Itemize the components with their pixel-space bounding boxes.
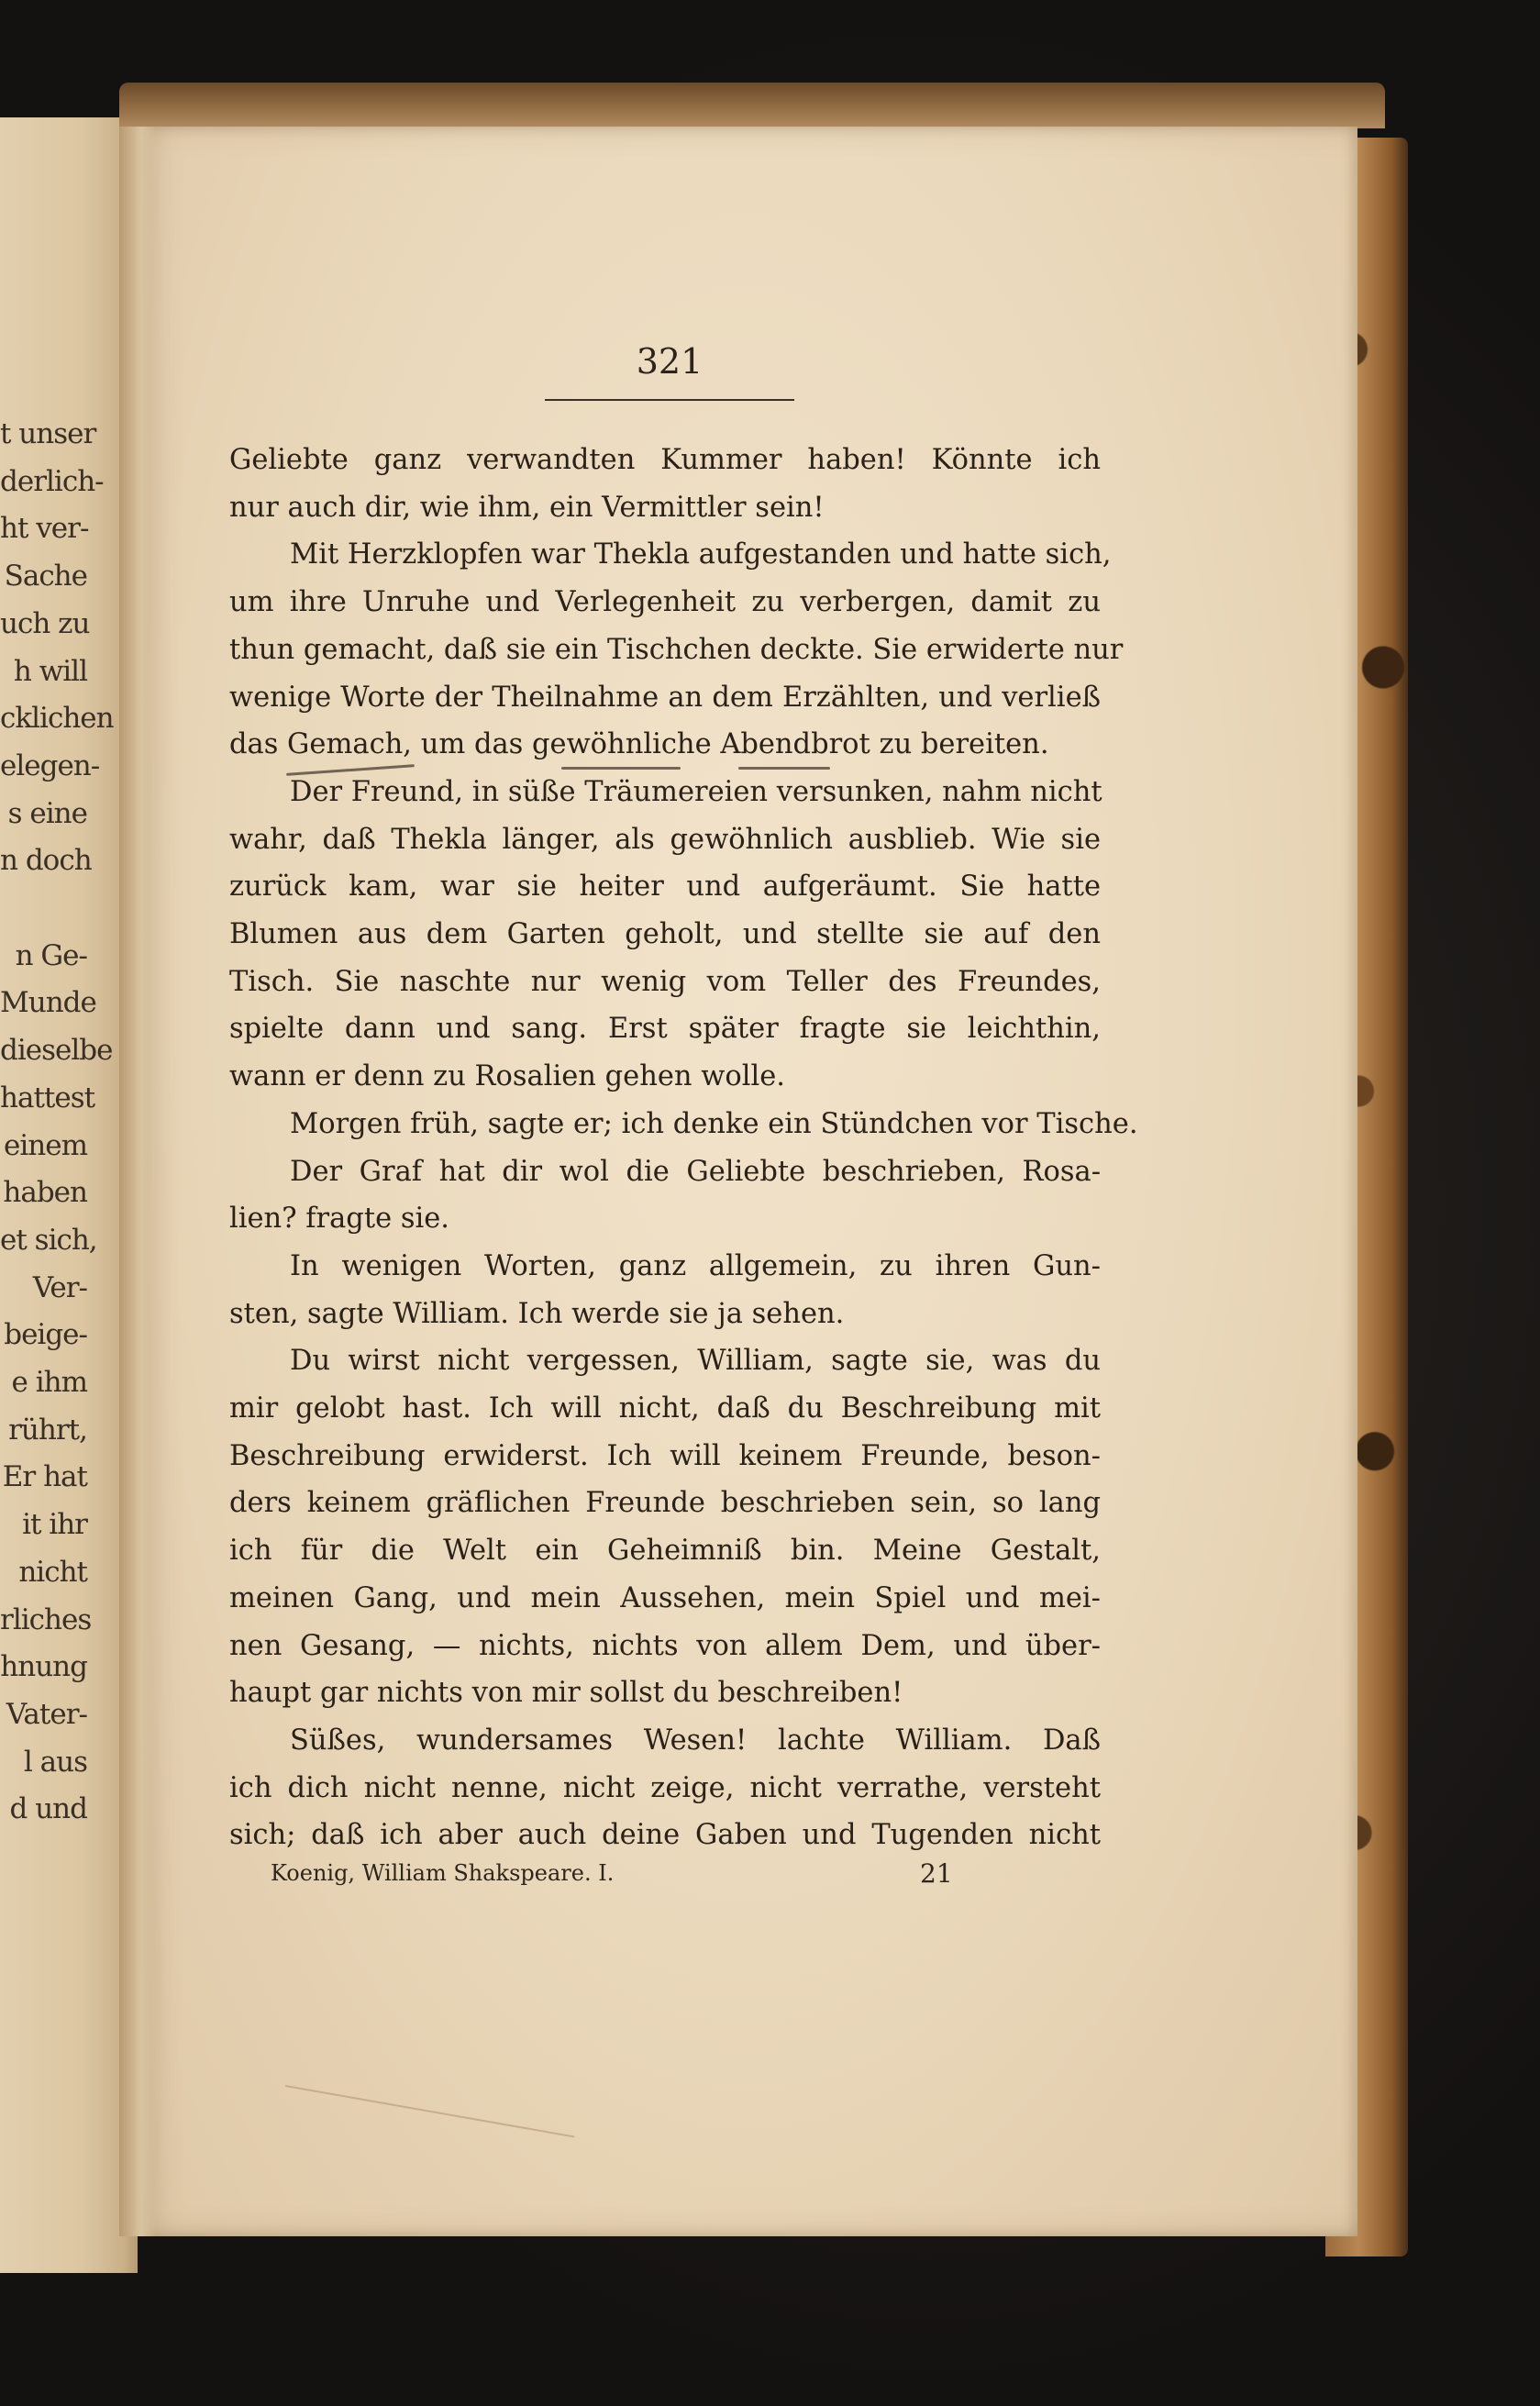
pencil-underline — [561, 767, 681, 770]
left-page-fragment: Er hat — [2, 1460, 87, 1494]
left-page-fragment: elegen- — [0, 748, 100, 782]
text-line: sich; daß ich aber auch deine Gaben und Tugenden nicht — [229, 1819, 1101, 1852]
text-line: Süßes, wundersames Wesen! lachte William. Daß — [290, 1724, 1101, 1757]
text-line: Mit Herzklopfen war Thekla aufgestanden und hatte sich, — [290, 538, 1112, 571]
footer-signature: 21 — [920, 1858, 953, 1889]
left-page-fragment: haben — [3, 1176, 87, 1210]
left-page-fragment: t unser — [0, 417, 96, 450]
text-line: Der Graf hat dir wol die Geliebte beschrieben, Rosa- — [290, 1155, 1101, 1188]
page-number: 321 — [636, 341, 704, 382]
text-line: mir gelobt hast. Ich will nicht, daß du Beschreibung mit — [229, 1392, 1101, 1425]
text-line: nen Gesang, — nichts, nichts von allem Dem, und über- — [229, 1629, 1101, 1662]
left-page-fragment: d und — [9, 1792, 87, 1826]
left-page-fragment: et sich, — [0, 1223, 97, 1257]
text-line: sten, sagte William. Ich werde sie ja sehen. — [229, 1297, 845, 1330]
left-page-fragment: rührt, — [8, 1413, 87, 1447]
text-line: nur auch dir, wie ihm, ein Vermittler sein! — [229, 491, 825, 524]
left-page-fragment: it ihr — [22, 1508, 87, 1542]
left-page-fragment: cklichen — [0, 702, 114, 736]
text-line: haupt gar nichts von mir sollst du beschreiben! — [229, 1677, 903, 1710]
text-line: Tisch. Sie naschte nur wenig vom Teller des Freundes, — [229, 965, 1101, 998]
page-gutter — [119, 127, 156, 2236]
text-line: ders keinem gräflichen Freunde beschrieben sein, so lang — [229, 1487, 1101, 1520]
left-page-fragment: beige- — [4, 1318, 87, 1352]
left-page-fragment: Sache — [4, 560, 87, 593]
text-line: Geliebte ganz verwandten Kummer haben! Könnte ich — [229, 444, 1101, 476]
left-page-fragment: h will — [13, 654, 87, 688]
left-page-fragment: n doch — [0, 844, 92, 878]
text-line: wenige Worte der Theilnahme an dem Erzählten, und verließ — [229, 681, 1101, 714]
text-line: lien? fragte sie. — [229, 1203, 449, 1236]
left-page-fragment: s eine — [7, 796, 87, 830]
text-line: In wenigen Worten, ganz allgemein, zu ihren Gun- — [290, 1249, 1101, 1282]
text-line: ich für die Welt ein Geheimniß bin. Meine Gestalt, — [229, 1535, 1101, 1568]
text-line: spielte dann und sang. Erst später fragte sie leichthin, — [229, 1013, 1101, 1046]
footer-title: Koenig, William Shakspeare. I. — [271, 1860, 615, 1886]
text-line: Der Freund, in süße Träumereien versunken, nahm nicht — [290, 775, 1102, 808]
left-page-fragment: uch zu — [0, 606, 90, 640]
header-rule — [545, 399, 794, 401]
text-line: Blumen aus dem Garten geholt, und stellte sie auf den — [229, 918, 1101, 950]
left-page-fragment: l aus — [23, 1745, 87, 1779]
left-page-fragment: dieselbe — [0, 1034, 113, 1068]
text-line: meinen Gang, und mein Aussehen, mein Spiel und mei- — [229, 1581, 1101, 1614]
left-page-fragment: n Ge- — [15, 938, 87, 972]
text-line: wahr, daß Thekla länger, als gewöhnlich ausblieb. Wie sie — [229, 823, 1101, 856]
text-line: Du wirst nicht vergessen, William, sagte sie, was du — [290, 1345, 1101, 1378]
left-page-fragment: einem — [4, 1128, 87, 1162]
left-page-fragment: derlich- — [0, 464, 104, 498]
text-line: zurück kam, war sie heiter und aufgeräumt. Sie hatte — [229, 870, 1101, 904]
text-line: wann er denn zu Rosalien gehen wolle. — [229, 1060, 785, 1093]
left-page-fragment: Vater- — [6, 1697, 87, 1731]
text-line: ich dich nicht nenne, nicht zeige, nicht verrathe, versteht — [229, 1771, 1101, 1804]
left-page-fragment: ht ver- — [0, 512, 89, 546]
left-page-fragment: rliches — [0, 1602, 92, 1636]
text-line: Beschreibung erwiderst. Ich will keinem Freunde, beson- — [229, 1439, 1101, 1472]
left-page-fragment: Munde — [0, 986, 96, 1020]
left-page-fragment: nicht — [18, 1555, 87, 1589]
text-line: das Gemach, um das gewöhnliche Abendbrot zu bereiten. — [229, 728, 1049, 761]
text-line: Morgen früh, sagte er; ich denke ein Stündchen vor Tische. — [290, 1107, 1138, 1140]
left-page-fragment: Ver- — [32, 1270, 87, 1304]
left-page-fragment: hattest — [0, 1081, 95, 1114]
text-line: um ihre Unruhe und Verlegenheit zu verbergen, damit zu — [229, 586, 1101, 619]
pencil-underline — [738, 767, 830, 770]
text-line: thun gemacht, daß sie ein Tischchen deckte. Sie erwiderte nur — [229, 633, 1124, 666]
book-board-top-edge — [119, 83, 1385, 128]
left-page-fragment: e ihm — [11, 1366, 87, 1399]
left-page-fragment: hnung — [0, 1650, 87, 1684]
